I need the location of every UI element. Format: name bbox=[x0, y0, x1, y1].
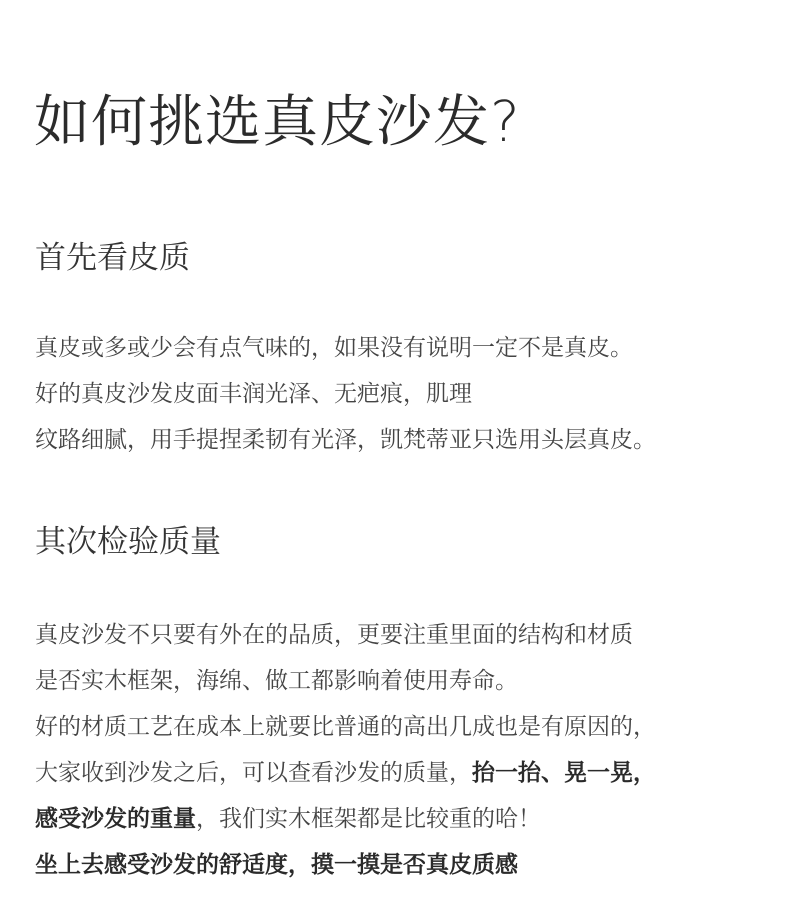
body-line: 真皮沙发不只要有外在的品质，更要注重里面的结构和材质 bbox=[35, 622, 633, 648]
body-text: ，我们实木框架都是比较重的哈！ bbox=[196, 806, 541, 832]
section-body-quality bbox=[35, 612, 775, 888]
page-title: 如何挑选真皮沙发? bbox=[34, 90, 521, 155]
body-line: 好的真皮沙发皮面丰润光泽、无疤痕，肌理 bbox=[35, 381, 472, 407]
emphasis-text: 感受沙发的重量 bbox=[35, 806, 196, 832]
section-heading-leather: 首先看皮质 bbox=[35, 240, 190, 276]
section-body-leather bbox=[35, 325, 775, 463]
body-line: 好的材质工艺在成本上就要比普通的高出几成也是有原因的， bbox=[35, 714, 656, 740]
section-heading-quality: 其次检验质量 bbox=[35, 524, 221, 560]
emphasis-line: 坐上去感受沙发的舒适度，摸一摸是否真皮质感 bbox=[35, 852, 518, 878]
body-line: 纹路细腻，用手提捏柔韧有光泽，凯梵蒂亚只选用头层真皮。 bbox=[35, 427, 656, 453]
body-line: 真皮或多或少会有点气味的，如果没有说明一定不是真皮。 bbox=[35, 335, 633, 361]
body-line bbox=[35, 750, 775, 796]
emphasis-text: 抬一抬、晃一晃， bbox=[472, 760, 656, 786]
body-line bbox=[35, 796, 775, 842]
body-line: 是否实木框架，海绵、做工都影响着使用寿命。 bbox=[35, 668, 518, 694]
body-text: 大家收到沙发之后，可以查看沙发的质量， bbox=[35, 760, 472, 786]
